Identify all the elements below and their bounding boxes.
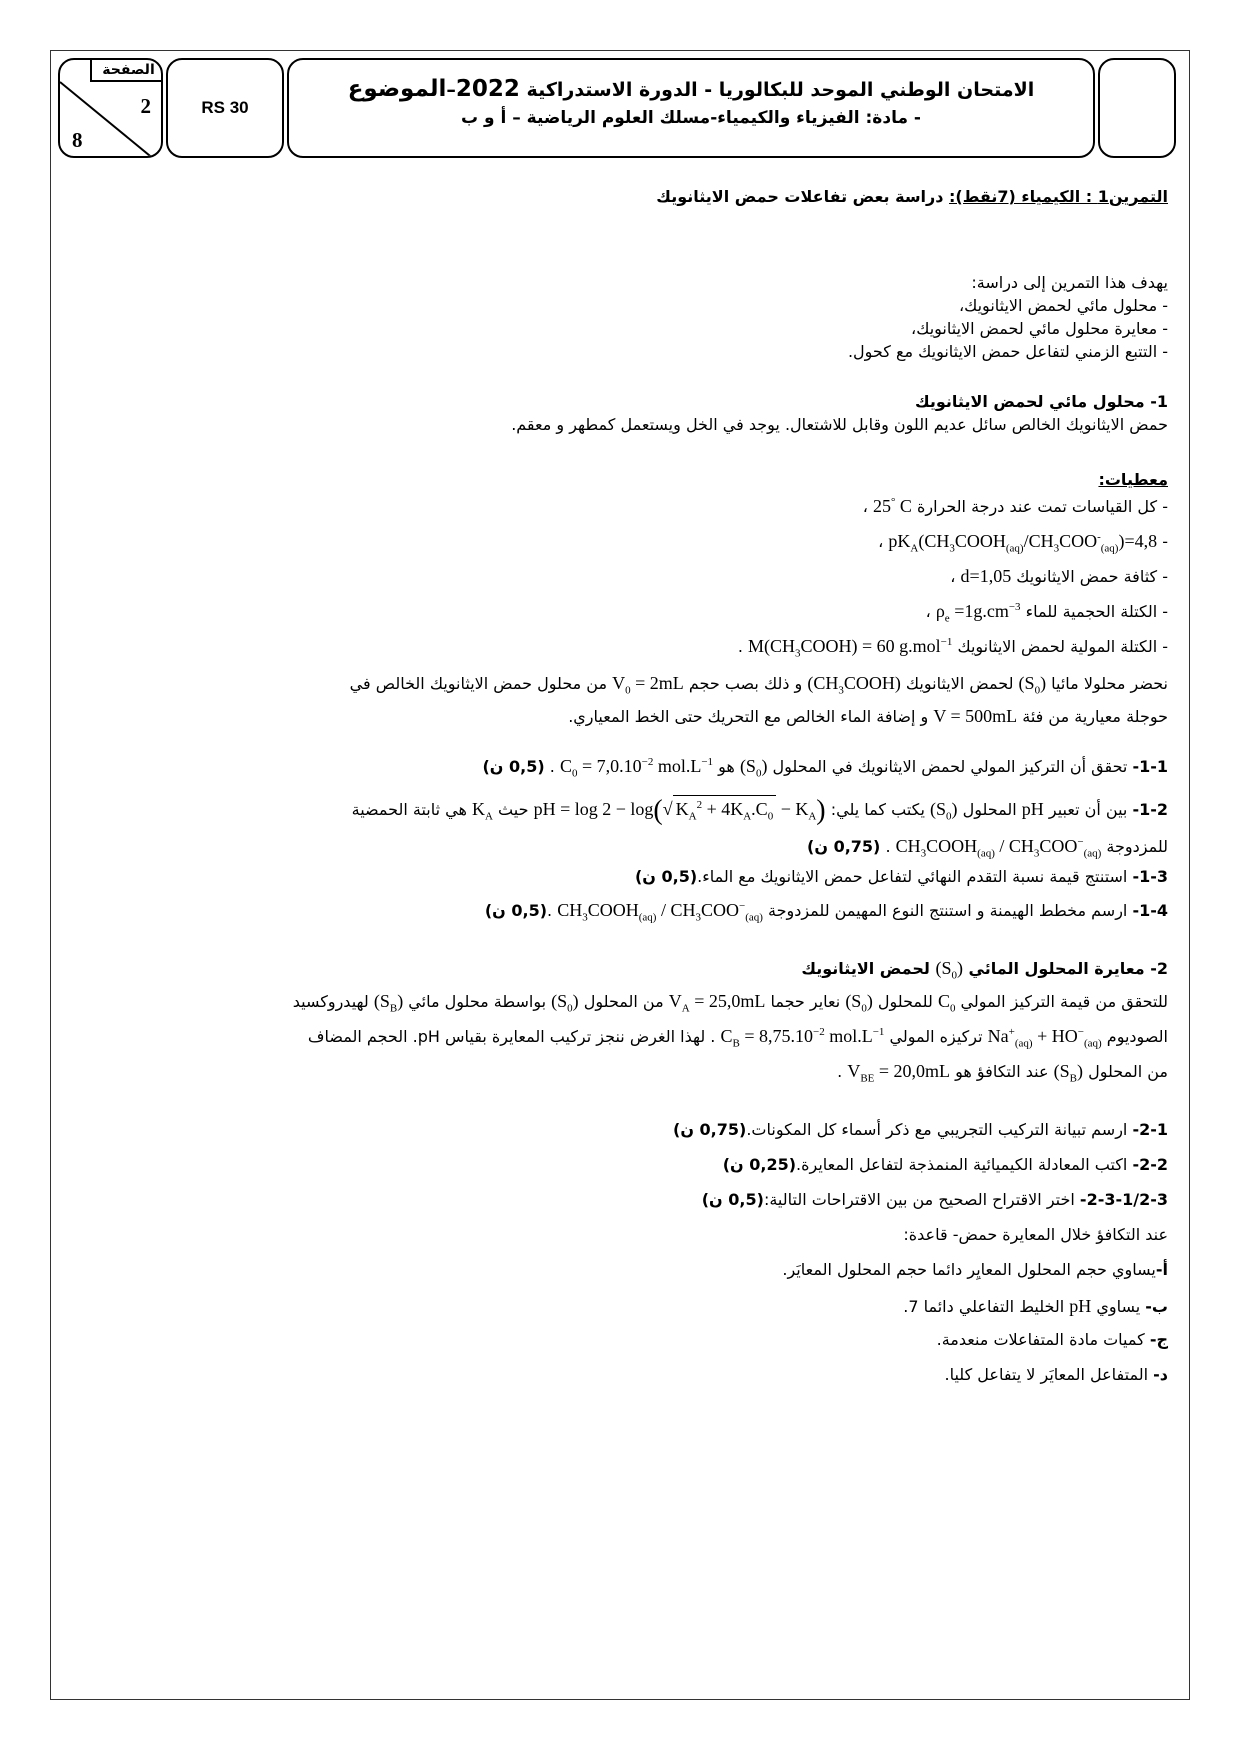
question-1-2: 1-2- بين أن تعبير pH المحلول $(S_0)$ يكتب كما يلي: pH = log 2 − log(√ $K_A^2 + 4K_A.C_0 - K_A$) حيث $K_A$ هي ثابتة الحمضية xyxy=(351,795,1168,826)
data-molar-mass: - الكتلة المولية لحمض الايثانويك $M(CH_3COOH) = 60$ g.mol$^{-1}$ . xyxy=(737,636,1168,660)
part2-line-2: الصوديوم $Na^+_{(aq)} + HO^-_{(aq)}$ تركيزه المولي $C_B = 8,75.10^{-2}$ $mol.L^{-1}$ . لهذا الغرض ننجز تركيب المعايرة بقياس pH. الحجم المضاف xyxy=(307,1026,1168,1050)
page-label: الصفحة xyxy=(90,60,163,82)
option-b: ب- يساوي pH الخليط التفاعلي دائما 7. xyxy=(903,1296,1168,1316)
data-temperature: - كل القياسات تمت عند درجة الحرارة 25° C ، xyxy=(862,496,1168,516)
prep-line-2: حوجلة معيارية من فئة V = 500mL و إضافة الماء الخالص مع التحريك حتى الخط المعياري. xyxy=(568,706,1168,726)
question-1-4: 1-4- ارسم مخطط الهيمنة و استنتج النوع المهيمن للمزدوجة $CH_3COOH_{(aq)} / CH_3COO^-_{(aq)}$ .(0,5 ن) xyxy=(484,900,1168,924)
intro-item: - معايرة محلول مائي لحمض الايثانويك، xyxy=(911,319,1168,338)
option-a: أ-يساوي حجم المحلول المعايِر دائما حجم المحلول المعايَر. xyxy=(782,1260,1168,1279)
part2-heading: 2- معايرة المحلول المائي $(S_0)$ لحمض الايثانويك xyxy=(801,958,1168,982)
part2-line-1: للتحقق من قيمة التركيز المولي $C_0$ للمحلول $(S_0)$ نعاير حجما $V_A = 25,0mL$ من المحلول $(S_0)$ بواسطة محلول مائي $(S_B)$ لهيدروكسيد xyxy=(292,991,1168,1015)
question-2-3: 2-3-1/2-3- اختر الاقتراح الصحيح من بين الاقتراحات التالية:(0,5 ن) xyxy=(701,1190,1168,1209)
exam-title-line2: - مادة: الفيزياء والكيمياء-مسلك العلوم الرياضية – أ و ب xyxy=(461,108,921,128)
part1-heading: 1- محلول مائي لحمض الايثانويك xyxy=(914,392,1168,411)
question-1-3: 1-3- استنتج قيمة نسبة التقدم النهائي لتفاعل حمض الايثانويك مع الماء.(0,5 ن) xyxy=(634,867,1168,886)
exam-code-box xyxy=(166,58,284,158)
question-1-2-cont: للمزدوجة $CH_3COOH_{(aq)} / CH_3COO^-_{(aq)}$ . (0,75 ن) xyxy=(807,836,1168,860)
header-empty-box xyxy=(1098,58,1176,158)
exercise-title: التمرين1 : الكيمياء (7نقط): دراسة بعض تفاعلات حمض الايثانويك xyxy=(656,187,1168,206)
exam-title-box xyxy=(287,58,1095,158)
page-current: 2 xyxy=(140,94,151,118)
question-2-2: 2-2- اكتب المعادلة الكيميائية المنمذجة لتفاعل المعايرة.(0,25 ن) xyxy=(722,1155,1168,1174)
exam-title-line1: الامتحان الوطني الموحد للبكالوريا - الدورة الاستدراكية 2022–الموضوع xyxy=(347,76,1035,102)
option-d: د- المتفاعل المعايَر لا يتفاعل كليا. xyxy=(944,1365,1168,1384)
intro-item: - محلول مائي لحمض الايثانويك، xyxy=(958,296,1168,315)
data-water-density: - الكتلة الحجمية للماء $\rho_e =1g.cm^{-3}$ ، xyxy=(925,601,1168,625)
question-2-1: 2-1- ارسم تبيانة التركيب التجريبي مع ذكر أسماء كل المكونات.(0,75 ن) xyxy=(673,1120,1168,1139)
page-number-box xyxy=(58,58,163,158)
exam-code: RS 30 xyxy=(201,98,249,117)
data-heading: معطيات: xyxy=(1098,470,1168,489)
part2-line-3: من المحلول $(S_B)$ عند التكافؤ هو $V_{BE} = 20,0mL$ . xyxy=(837,1061,1168,1085)
intro-lead: يهدف هذا التمرين إلى دراسة: xyxy=(971,273,1168,292)
part1-description: حمض الايثانويك الخالص سائل عديم اللون وقابل للاشتعال. يوجد في الخل ويستعمل كمطهر و معقم. xyxy=(511,415,1168,434)
page-total: 8 xyxy=(72,128,83,152)
intro-item: - التتبع الزمني لتفاعل حمض الايثانويك مع كحول. xyxy=(847,342,1168,361)
question-1-1: 1-1- تحقق أن التركيز المولي لحمض الايثانويك في المحلول $(S_0)$ هو $C_0 = 7,0.10^{-2}$ $mol.L^{-1}$ . (0,5 ن) xyxy=(482,756,1168,780)
data-pka: - $pK_A(CH_3COOH_{(aq)}/CH_3COO^-_{(aq)})=4,8$ ، xyxy=(878,531,1168,555)
option-c: ج- كميات مادة المتفاعلات منعدمة. xyxy=(936,1330,1168,1349)
data-density: - كثافة حمض الايثانويك d=1,05 ، xyxy=(950,566,1168,586)
prep-line-1: نحضر محلولا مائيا $(S_0)$ لحمض الايثانويك $(CH_3COOH)$ و ذلك بصب حجم $V_0 = 2mL$ من محلول حمض الايثانويك الخالص في xyxy=(349,673,1168,697)
question-2-3-lead: عند التكافؤ خلال المعايرة حمض- قاعدة: xyxy=(903,1225,1168,1244)
